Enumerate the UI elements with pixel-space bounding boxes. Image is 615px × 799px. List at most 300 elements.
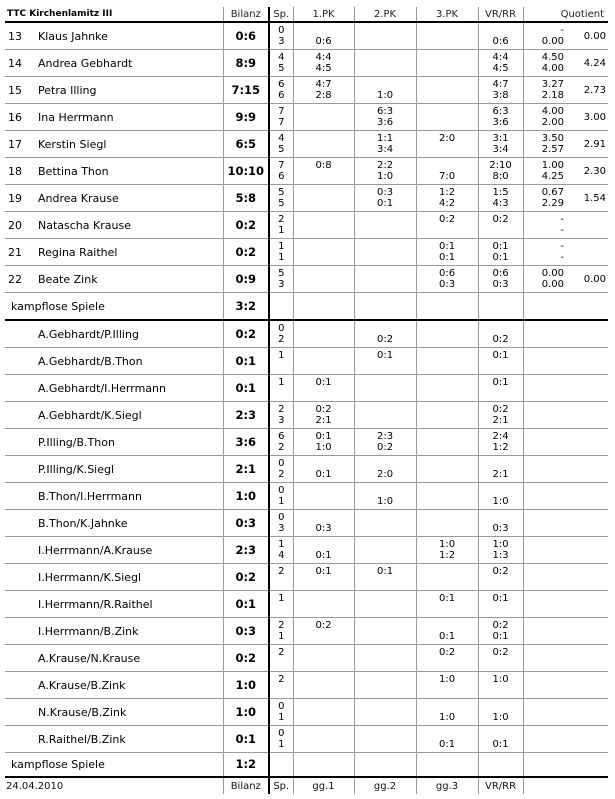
doubles-pk2-line-1: [355, 377, 416, 388]
doubles-pk3-line-1: [417, 728, 478, 739]
doubles-row: [5, 537, 608, 564]
doubles-pk1: [293, 537, 354, 564]
player-bilanz: 9:9: [223, 104, 269, 131]
player-total-quotient: 2.73: [568, 77, 608, 104]
player-vr-line-2: 3:4: [492, 144, 509, 155]
player-sp-line-2: 7: [278, 117, 285, 128]
doubles-pk3: [416, 402, 478, 429]
footer-total-blank: [568, 777, 608, 794]
doubles-pk1: [293, 375, 354, 402]
player-bilanz: 0:9: [223, 266, 269, 293]
forfeit-label: kampflose Spiele: [5, 293, 223, 321]
player-name: Petra Illing: [32, 77, 223, 104]
doubles-pk2: [354, 483, 416, 510]
doubles-vr-line-2: 0:3: [492, 523, 509, 534]
player-stats-table: [5, 7, 608, 794]
doubles-pk2-line-2: [355, 658, 416, 669]
player-quotient: [523, 158, 568, 185]
doubles-row: [5, 510, 608, 537]
doubles-pk2: [354, 537, 416, 564]
player-pk2: [354, 77, 416, 104]
doubles-sp-line-2: 1: [278, 496, 285, 507]
doubles-pk1-line-1: 0:2: [315, 404, 332, 415]
player-pk3-line-2: [417, 117, 478, 128]
doubles-pk3: [416, 645, 478, 672]
player-pk1: [293, 77, 354, 104]
doubles-pk2-line-2: [355, 388, 416, 399]
player-sp-line-1: 2: [278, 214, 285, 225]
doubles-number: [5, 375, 32, 402]
doubles-vr-line-2: 0:1: [492, 739, 509, 750]
player-sp-line-1: 7: [278, 106, 285, 117]
doubles-pk1-line-2: [294, 334, 354, 345]
player-vr-line-2: 4:5: [492, 63, 509, 74]
doubles-sp: [269, 375, 293, 402]
doubles-row: [5, 429, 608, 456]
player-sp-line-1: 4: [278, 52, 285, 63]
doubles-pk3-line-1: [417, 566, 478, 577]
player-pk2-line-2: [355, 36, 416, 47]
doubles-sp-line-1: 2: [278, 647, 285, 658]
player-sp: [269, 50, 293, 77]
player-pk1-line-2: [294, 279, 354, 290]
doubles-vr-line-2: [479, 685, 523, 696]
player-quotient-line-2: -: [560, 225, 565, 236]
doubles-pk3: [416, 699, 478, 726]
player-sp-line-2: 5: [278, 144, 285, 155]
doubles-quotient: [523, 591, 568, 618]
doubles-pk3-line-1: [417, 323, 478, 334]
doubles-pk3-line-2: [417, 361, 478, 372]
doubles-pk3-line-2: [417, 658, 478, 669]
doubles-row: [5, 591, 608, 618]
doubles-pk3: [416, 375, 478, 402]
player-pk2-line-2: [355, 225, 416, 236]
doubles-pk2: [354, 645, 416, 672]
player-pk3-line-2: 7:0: [438, 171, 456, 182]
player-bilanz: 10:10: [223, 158, 269, 185]
doubles-bilanz: 1:0: [223, 483, 269, 510]
doubles-sp-line-1: 2: [278, 404, 285, 415]
doubles-vr: [478, 402, 523, 429]
doubles-number: [5, 699, 32, 726]
doubles-pk2-line-2: 2:0: [376, 469, 394, 480]
doubles-pair: I.Herrmann/A.Krause: [32, 537, 223, 564]
forfeit-bilanz: 1:2: [223, 753, 269, 778]
player-quotient-line-1: -: [560, 214, 565, 225]
doubles-pk1-line-1: 0:1: [315, 431, 332, 442]
player-pk2-line-1: [355, 214, 416, 225]
player-pk1-line-2: 2:8: [315, 90, 332, 101]
forfeit-pk1: [293, 753, 354, 778]
player-pk1-line-1: [294, 268, 354, 279]
doubles-pk3-line-1: 0:1: [438, 593, 456, 604]
player-number: 18: [5, 158, 32, 185]
doubles-sp: [269, 510, 293, 537]
doubles-bilanz: 2:3: [223, 402, 269, 429]
player-pk3-line-1: 0:6: [438, 268, 456, 279]
player-pk2-line-1: [355, 241, 416, 252]
header-pk2: 2.PK: [354, 7, 416, 22]
player-sp: [269, 104, 293, 131]
player-pk2-line-2: [355, 279, 416, 290]
doubles-sp: [269, 537, 293, 564]
doubles-vr: [478, 645, 523, 672]
doubles-pk2: [354, 672, 416, 699]
doubles-pk3: [416, 320, 478, 348]
doubles-bilanz: 1:0: [223, 699, 269, 726]
player-pk2-line-2: 1:0: [376, 171, 394, 182]
player-quotient: [523, 50, 568, 77]
doubles-vr-line-1: 2:4: [492, 431, 509, 442]
doubles-pk1: [293, 320, 354, 348]
footer-bilanz: Bilanz: [223, 777, 269, 794]
doubles-pk1-line-1: 0:1: [315, 566, 332, 577]
doubles-pk1-line-1: [294, 512, 354, 523]
doubles-vr: [478, 564, 523, 591]
doubles-vr-line-1: [479, 485, 523, 496]
doubles-vr-line-1: 1:0: [492, 674, 509, 685]
header-sp: Sp.: [269, 7, 293, 22]
player-vr-line-2: 8:0: [492, 171, 509, 182]
player-number: 19: [5, 185, 32, 212]
doubles-vr-line-1: 1:0: [492, 539, 509, 550]
doubles-pk2-line-2: [355, 712, 416, 723]
player-row: [5, 131, 608, 158]
doubles-quotient: [523, 402, 568, 429]
doubles-pk1-line-2: [294, 577, 354, 588]
doubles-row: [5, 375, 608, 402]
doubles-sp-line-2: 3: [278, 415, 285, 426]
player-pk2-line-1: 2:2: [376, 160, 394, 171]
player-pk1-line-2: [294, 198, 354, 209]
doubles-total: [568, 456, 608, 483]
forfeit-sp: [269, 293, 293, 321]
player-vr-line-2: 0:6: [492, 36, 509, 47]
doubles-total: [568, 483, 608, 510]
doubles-pk3-line-2: [417, 469, 478, 480]
doubles-pair: P.Illing/K.Siegl: [32, 456, 223, 483]
doubles-pk2: [354, 375, 416, 402]
doubles-sp-line-2: [270, 658, 293, 669]
doubles-sp-line-2: 1: [278, 712, 285, 723]
player-pk3-line-1: [417, 79, 478, 90]
doubles-number: [5, 402, 32, 429]
doubles-row: [5, 618, 608, 645]
doubles-vr: [478, 510, 523, 537]
player-pk2-line-2: 1:0: [376, 90, 394, 101]
player-pk3-line-2: 0:3: [438, 279, 456, 290]
doubles-pk1: [293, 726, 354, 753]
doubles-pair: R.Raithel/B.Zink: [32, 726, 223, 753]
doubles-vr-line-2: [479, 604, 523, 615]
doubles-vr: [478, 429, 523, 456]
player-total-quotient: 2.30: [568, 158, 608, 185]
player-vr-line-1: 0:2: [492, 214, 509, 225]
player-quotient-line-2: 2.57: [541, 144, 565, 155]
player-pk1: [293, 104, 354, 131]
doubles-row: [5, 402, 608, 429]
doubles-pk2-line-1: [355, 539, 416, 550]
player-sp-line-2: 6: [278, 90, 285, 101]
doubles-pk3-line-1: [417, 377, 478, 388]
doubles-pk1-line-1: [294, 350, 354, 361]
footer-row: [5, 777, 608, 794]
doubles-vr: [478, 618, 523, 645]
player-vr-line-2: [479, 225, 523, 236]
player-quotient: [523, 104, 568, 131]
doubles-pk1-line-1: [294, 728, 354, 739]
player-pk1-line-2: [294, 144, 354, 155]
doubles-sp-line-1: 0: [278, 323, 285, 334]
player-sp: [269, 185, 293, 212]
player-sp-line-2: 1: [278, 225, 285, 236]
doubles-pk1: [293, 348, 354, 375]
doubles-pk1-line-2: [294, 685, 354, 696]
header-vr: VR/RR: [478, 7, 523, 22]
doubles-pair: A.Gebhardt/K.Siegl: [32, 402, 223, 429]
player-pk3: [416, 22, 478, 50]
doubles-vr: [478, 672, 523, 699]
doubles-number: [5, 645, 32, 672]
doubles-quotient: [523, 510, 568, 537]
header-quotient: Quotient: [523, 7, 608, 22]
doubles-pk2-line-1: [355, 323, 416, 334]
doubles-vr-line-1: 0:2: [492, 566, 509, 577]
player-pk1-line-1: [294, 25, 354, 36]
forfeit-quotient: [523, 753, 568, 778]
player-sp-line-1: 0: [278, 25, 285, 36]
player-name: Kerstin Siegl: [32, 131, 223, 158]
player-total-quotient: 2.91: [568, 131, 608, 158]
player-pk3-line-1: 0:1: [438, 241, 456, 252]
doubles-row: [5, 645, 608, 672]
doubles-sp: [269, 618, 293, 645]
doubles-vr: [478, 348, 523, 375]
doubles-sp-line-2: [270, 361, 293, 372]
doubles-pk2-line-2: [355, 361, 416, 372]
doubles-pk2-line-1: [355, 404, 416, 415]
doubles-bilanz: 0:2: [223, 320, 269, 348]
player-quotient: [523, 131, 568, 158]
player-quotient-line-1: 0.67: [541, 187, 565, 198]
player-pk3: [416, 50, 478, 77]
doubles-pk1-line-1: [294, 458, 354, 469]
doubles-pk1: [293, 456, 354, 483]
forfeit-pk2: [354, 753, 416, 778]
player-quotient-line-1: 3.50: [541, 133, 565, 144]
doubles-vr-line-1: [479, 458, 523, 469]
player-sp-line-1: 5: [278, 268, 285, 279]
player-total-quotient: 0.00: [568, 266, 608, 293]
doubles-pk1: [293, 483, 354, 510]
doubles-pk2-line-1: [355, 512, 416, 523]
doubles-pair: A.Gebhardt/I.Herrmann: [32, 375, 223, 402]
doubles-vr-line-2: 1:2: [492, 442, 509, 453]
player-sp: [269, 131, 293, 158]
doubles-pk1-line-2: [294, 496, 354, 507]
forfeit-pk3: [416, 293, 478, 321]
doubles-pk2-line-1: [355, 701, 416, 712]
doubles-quotient: [523, 672, 568, 699]
doubles-bilanz: 0:1: [223, 348, 269, 375]
doubles-quotient: [523, 618, 568, 645]
footer-sp: Sp.: [269, 777, 293, 794]
doubles-pk2-line-1: [355, 593, 416, 604]
doubles-vr: [478, 726, 523, 753]
player-vr-line-1: [479, 25, 523, 36]
player-sp-line-1: 4: [278, 133, 285, 144]
player-row: [5, 158, 608, 185]
doubles-pk2-line-2: [355, 577, 416, 588]
doubles-pair: B.Thon/I.Herrmann: [32, 483, 223, 510]
forfeit-total: [568, 293, 608, 321]
player-pk1: [293, 185, 354, 212]
player-pk2-line-1: [355, 268, 416, 279]
player-pk3-line-1: 1:2: [438, 187, 456, 198]
doubles-pk3-line-2: [417, 415, 478, 426]
player-quotient-line-1: -: [560, 25, 565, 36]
header-bilanz: Bilanz: [223, 7, 269, 22]
doubles-pk2-line-2: 1:0: [376, 496, 394, 507]
doubles-bilanz: 0:1: [223, 591, 269, 618]
player-quotient-line-1: -: [560, 241, 565, 252]
player-sp-line-2: 5: [278, 63, 285, 74]
doubles-pair: I.Herrmann/B.Zink: [32, 618, 223, 645]
player-pk2: [354, 239, 416, 266]
player-quotient: [523, 266, 568, 293]
player-vr-line-1: 3:1: [492, 133, 509, 144]
header-pk1: 1.PK: [293, 7, 354, 22]
player-pk3: [416, 77, 478, 104]
player-pk2: [354, 50, 416, 77]
doubles-vr: [478, 591, 523, 618]
doubles-bilanz: 3:6: [223, 429, 269, 456]
doubles-vr-line-2: [479, 361, 523, 372]
doubles-sp-line-1: 6: [278, 431, 285, 442]
doubles-row: [5, 320, 608, 348]
doubles-pk2-line-2: 0:2: [376, 442, 394, 453]
doubles-pk2-line-2: [355, 604, 416, 615]
doubles-total: [568, 510, 608, 537]
doubles-pair: I.Herrmann/R.Raithel: [32, 591, 223, 618]
doubles-pk2-line-2: [355, 631, 416, 642]
player-vr: [478, 212, 523, 239]
doubles-pk2-line-1: 0:1: [376, 350, 394, 361]
doubles-pk3-line-2: [417, 604, 478, 615]
doubles-vr: [478, 320, 523, 348]
player-row: [5, 266, 608, 293]
player-pk3: [416, 212, 478, 239]
doubles-total: [568, 564, 608, 591]
doubles-pk2: [354, 456, 416, 483]
player-vr: [478, 185, 523, 212]
player-pk2: [354, 158, 416, 185]
doubles-pk3: [416, 456, 478, 483]
doubles-row: [5, 672, 608, 699]
doubles-row: [5, 699, 608, 726]
doubles-bilanz: 0:2: [223, 645, 269, 672]
doubles-vr-line-2: 0:2: [492, 334, 509, 345]
player-sp-line-2: 1: [278, 252, 285, 263]
doubles-sp-line-1: 2: [278, 674, 285, 685]
doubles-vr-line-2: 2:1: [492, 415, 509, 426]
doubles-row: [5, 456, 608, 483]
player-quotient: [523, 22, 568, 50]
doubles-vr-line-2: [479, 658, 523, 669]
doubles-pk3-line-1: [417, 620, 478, 631]
player-pk2-line-1: [355, 25, 416, 36]
doubles-pair: A.Krause/N.Krause: [32, 645, 223, 672]
doubles-sp-line-1: 0: [278, 512, 285, 523]
doubles-pk2-line-1: [355, 647, 416, 658]
player-pk2-line-2: 0:1: [376, 198, 394, 209]
doubles-pk3: [416, 591, 478, 618]
player-sp: [269, 266, 293, 293]
player-pk1-line-1: [294, 187, 354, 198]
player-quotient-line-1: 3.27: [541, 79, 565, 90]
doubles-sp-line-1: 2: [278, 620, 285, 631]
doubles-vr-line-1: 0:2: [492, 620, 509, 631]
doubles-vr: [478, 537, 523, 564]
doubles-pair: A.Gebhardt/P.Illing: [32, 320, 223, 348]
doubles-vr-line-2: [479, 388, 523, 399]
player-pk1-line-1: [294, 133, 354, 144]
doubles-sp: [269, 320, 293, 348]
player-pk2: [354, 22, 416, 50]
player-pk1-line-2: [294, 117, 354, 128]
player-pk3-line-2: [417, 225, 478, 236]
doubles-pk2: [354, 402, 416, 429]
team-name: TTC Kirchenlamitz III: [5, 7, 223, 22]
player-vr: [478, 50, 523, 77]
player-pk1: [293, 131, 354, 158]
forfeit-quotient: [523, 293, 568, 321]
player-vr-line-1: 1:5: [492, 187, 509, 198]
doubles-pk1: [293, 591, 354, 618]
player-vr: [478, 77, 523, 104]
player-bilanz: 5:8: [223, 185, 269, 212]
doubles-pk3-line-2: [417, 334, 478, 345]
doubles-sp: [269, 564, 293, 591]
player-quotient-line-1: 4.50: [541, 52, 565, 63]
doubles-pk2: [354, 320, 416, 348]
player-total-quotient: 4.24: [568, 50, 608, 77]
player-sp: [269, 22, 293, 50]
forfeit-vr: [478, 293, 523, 321]
doubles-pk3-line-2: 0:1: [438, 631, 456, 642]
doubles-quotient: [523, 564, 568, 591]
doubles-pk1-line-2: 0:3: [315, 523, 332, 534]
doubles-sp-line-2: 2: [278, 442, 285, 453]
player-pk3-line-1: [417, 25, 478, 36]
doubles-sp-line-1: 2: [278, 566, 285, 577]
doubles-number: [5, 483, 32, 510]
doubles-pk3-line-1: [417, 458, 478, 469]
player-number: 17: [5, 131, 32, 158]
doubles-pk2-line-1: 0:1: [376, 566, 394, 577]
player-pk1-line-2: [294, 225, 354, 236]
doubles-pk1: [293, 402, 354, 429]
player-pk3-line-1: 2:0: [438, 133, 456, 144]
doubles-pk1-line-1: [294, 647, 354, 658]
doubles-vr: [478, 375, 523, 402]
doubles-vr-line-1: 0:1: [492, 593, 509, 604]
player-vr: [478, 22, 523, 50]
player-sp-line-1: 6: [278, 79, 285, 90]
player-pk2: [354, 266, 416, 293]
player-pk2-line-1: [355, 52, 416, 63]
